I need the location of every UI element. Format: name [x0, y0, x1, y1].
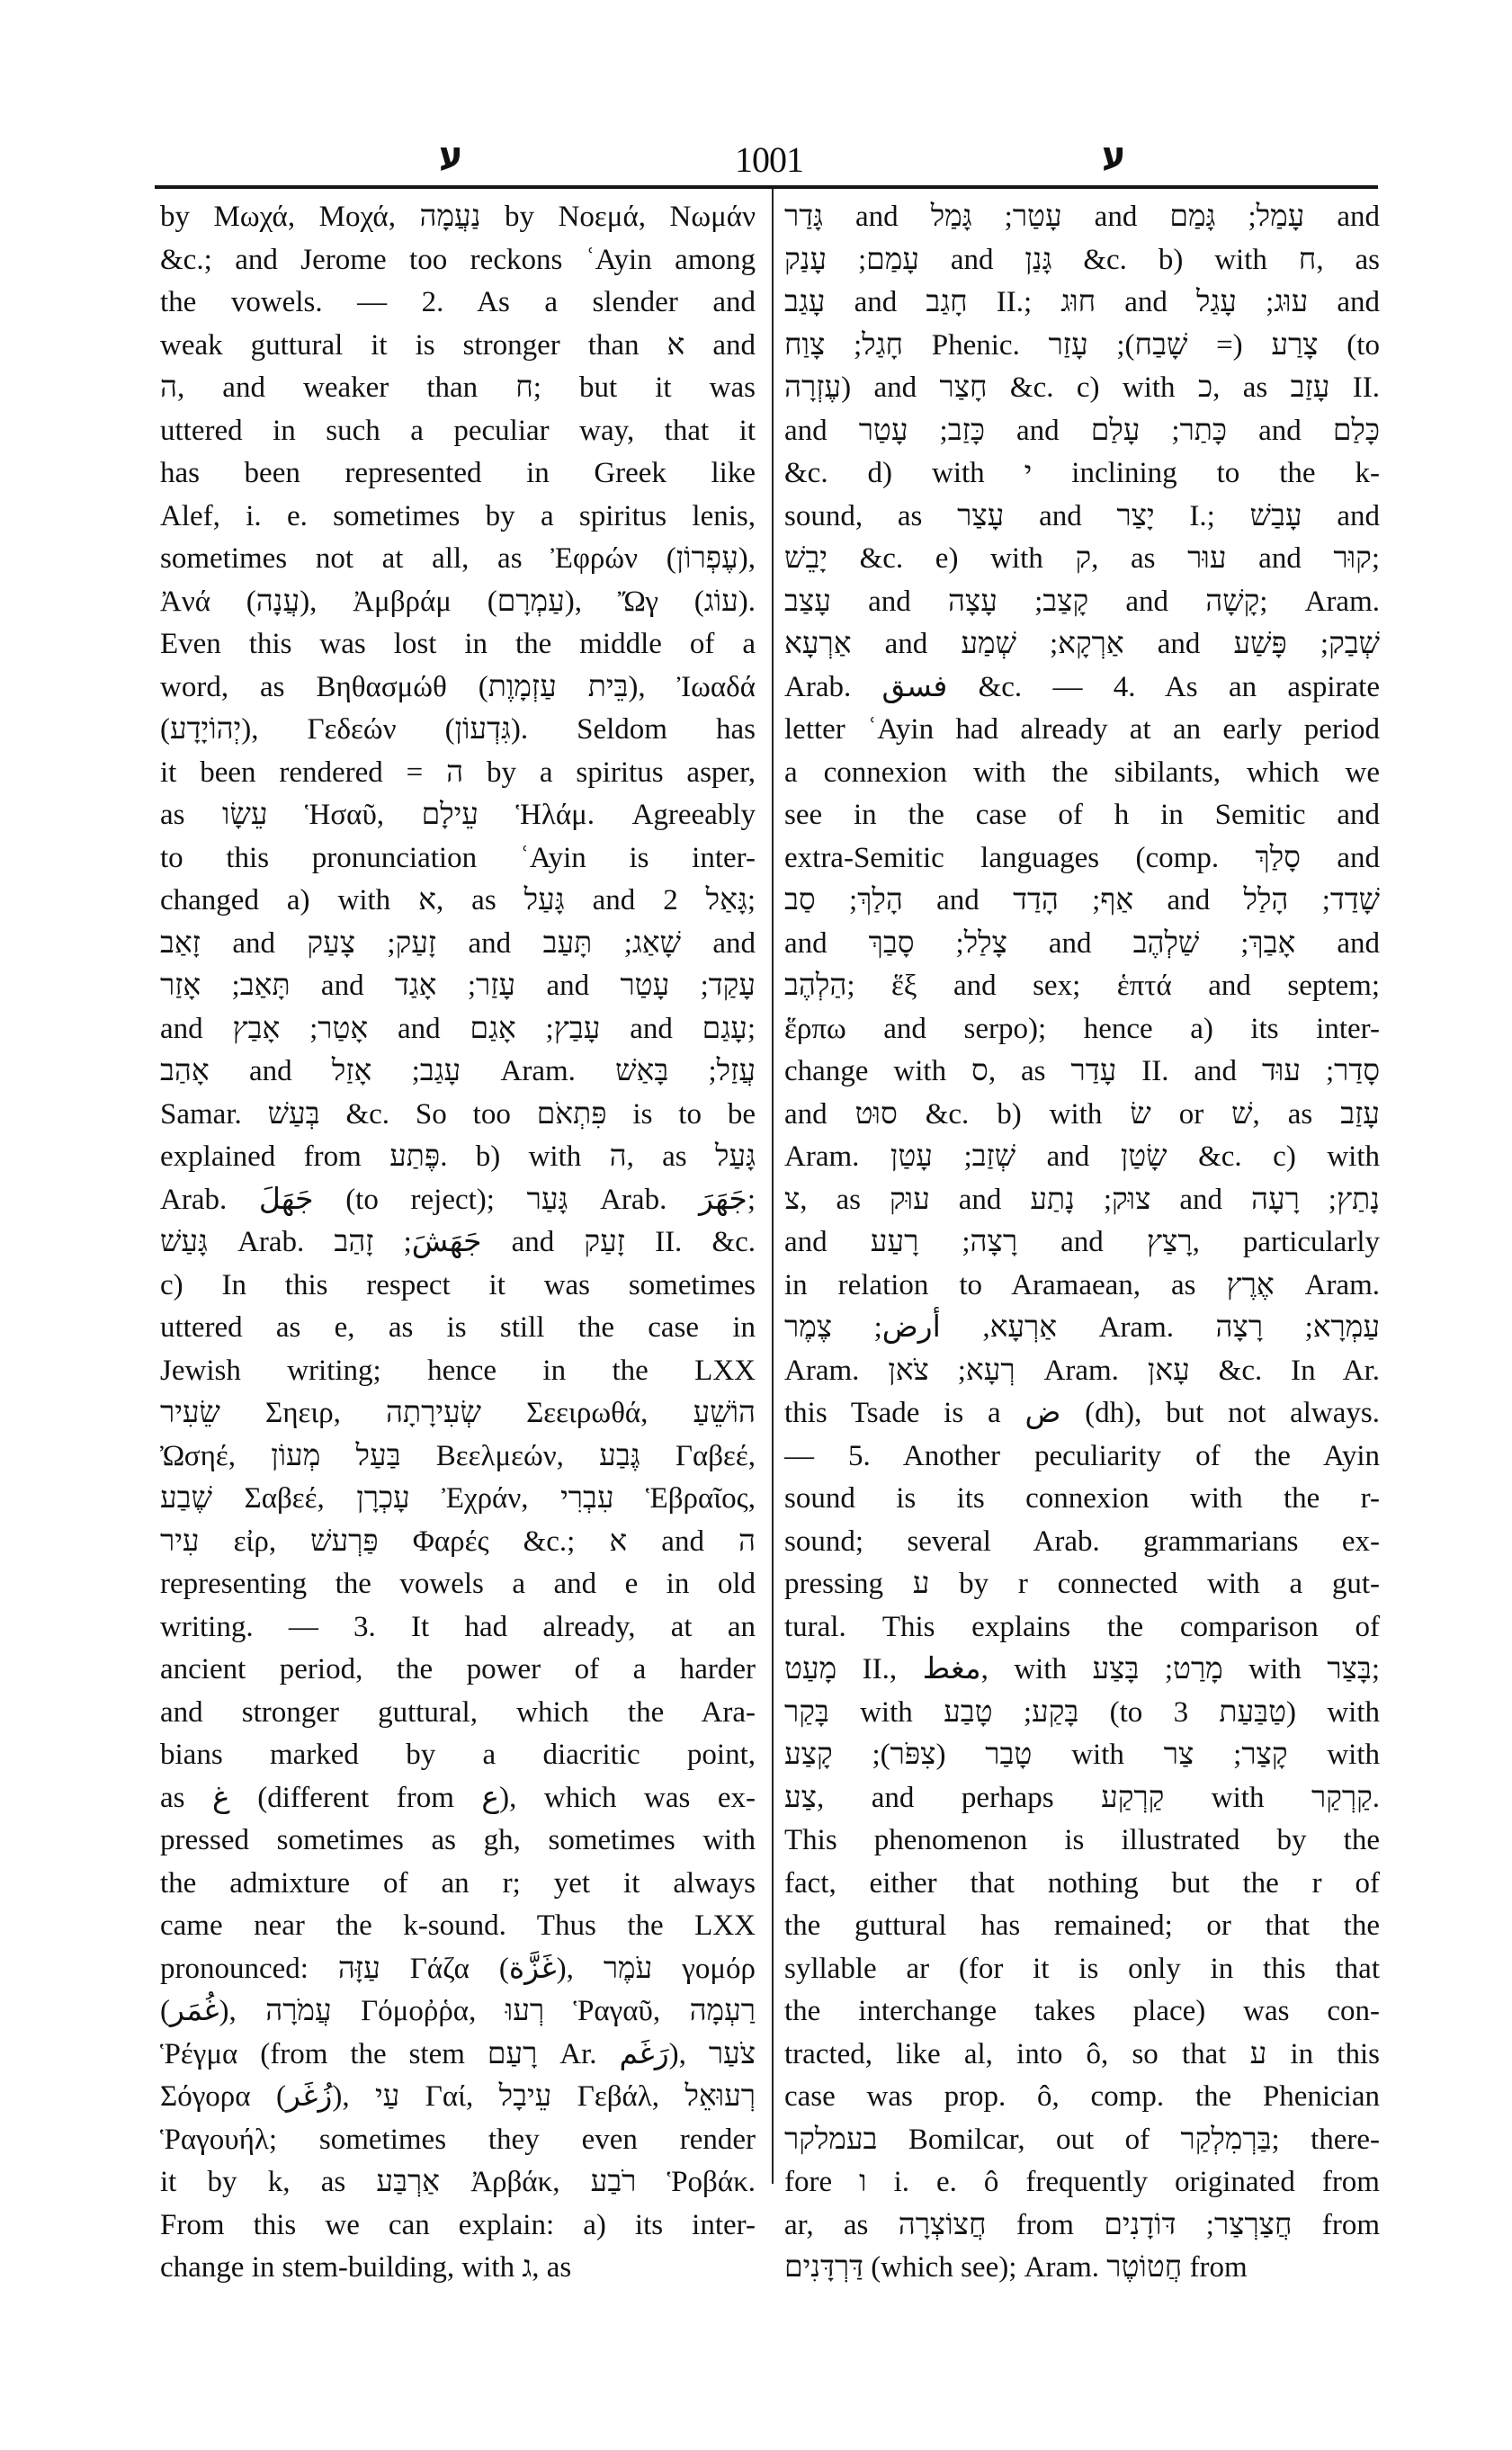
- text-line: extra-Semitic languages (comp. סָלַךְ and: [784, 841, 1380, 874]
- text-line: a connexion with the sibilants, which we: [784, 756, 1380, 789]
- text-line: אַרְעָא, أرض; צֶמֶר Aram. עַמְרָא; רָצָה: [784, 1311, 1380, 1344]
- text-line: עֶזְרָה) and חָצַר &c. c) with כ, as עָזַב II.: [784, 371, 1381, 404]
- text-line: syllable ar (for it is only in this that: [784, 1952, 1380, 1985]
- text-line: Ὠσηέ, בַּעַל מְעוֹן Βεελμεών, גֶּבַע Γαβεέ,: [160, 1439, 756, 1472]
- text-line: tural. This explains the comparison of: [784, 1610, 1380, 1643]
- text-line: and כָּזַב; עָטַר and כָּתַר; עָלַם and כָּלַם: [784, 414, 1380, 447]
- text-line: change with ס, as עָדַר II. and סָדַר; עוּד: [784, 1055, 1380, 1087]
- text-line: pressing ע by r connected with a gut-: [784, 1568, 1380, 1600]
- text-line: חָגַל; צָוַח Phenic. צָרַע (= שָׁבַח); עָזַר (to: [784, 328, 1380, 362]
- text-line: From this we can explain: a) its inter-: [160, 2208, 756, 2241]
- text-line: עָצַב and קָצַב; עָצָה and קָשָׁה; Aram.: [784, 585, 1380, 618]
- text-line: and צָלַל; סָבַךְ and אָבַךְ; שַׁלְהֶב and: [784, 926, 1380, 960]
- text-line: ה, and weaker than ח; but it was: [160, 371, 756, 404]
- text-line: בָּקַר with בָּקַע; טָבַע (to טַבַּעַת 3) with: [784, 1695, 1380, 1729]
- text-line: the guttural has remained; or that the: [784, 1909, 1380, 1942]
- text-line: עָגַב and חָגַב II.; חוּג and עוּג; עָגַל and: [784, 286, 1380, 318]
- text-line: the interchange takes place) was con-: [784, 1995, 1380, 2027]
- text-line: uttered as e, as is still the case in: [160, 1311, 756, 1344]
- text-line: &c.; and Jerome too reckons ʿAyin among: [160, 243, 756, 276]
- text-line: as غ (different from ع), which was ex-: [160, 1781, 756, 1814]
- text-line: as עֵשָׂו Ἡσαῦ, עֵילָם Ἡλάμ. Agreeably: [160, 799, 756, 831]
- text-line: Ῥέγμα (from the stem רָעַם Ar. رَغَم), צֹעַר: [160, 2037, 756, 2070]
- left-column: [160, 196, 756, 2290]
- text-line: came near the k-sound. Thus the LXX: [160, 1909, 756, 1942]
- head-letter-left: ע: [439, 135, 463, 176]
- column-divider: [772, 189, 774, 2184]
- text-line: Jewish writing; hence in the LXX: [160, 1354, 756, 1387]
- text-line: טָבַר (צִפֹּר); קָצַע with קָצַר; צַר with: [784, 1739, 1381, 1771]
- text-line: Alef, i. e. sometimes by a spiritus lenis,: [160, 499, 756, 532]
- text-line: representing the vowels a and e in old: [160, 1568, 756, 1600]
- text-line: sound is its connexion with the r-: [784, 1482, 1380, 1515]
- text-line: writing. — 3. It had already, at an: [160, 1610, 756, 1643]
- text-line: and stronger guttural, which the Ara-: [160, 1695, 756, 1729]
- text-line: הָלַךְ; סַב and אַף; הָדַד and שָׁדַד; הָלַל: [784, 884, 1380, 917]
- text-line: שֵׂעִיר Σηειρ, שְׂעִירָתָה Σεειρωθά, הוֹשֵׁעַ: [160, 1397, 756, 1429]
- text-line: c) In this respect it was sometimes: [160, 1268, 756, 1301]
- text-line: tracted, like al, into ô, so that ע in this: [784, 2037, 1380, 2070]
- text-line: תָּאַב; אָזַר and עָזַר; אָגַד and עָקַד; עָטַר: [160, 970, 756, 1002]
- text-line: הַלְהֶב; ἕξ and sex; ἑπτά and septem;: [784, 970, 1380, 1002]
- text-line: bians marked by a diacritic point,: [160, 1739, 756, 1771]
- page-number: 1001: [735, 139, 803, 180]
- head-letter-right: ע: [1102, 135, 1126, 176]
- text-line: גָּעַשׁ Arab. جَهَشَ; זָהַב and זָעַק II. &c.: [160, 1226, 756, 1258]
- text-line: Ἀνά (עֲנָה), Ἀμβράμ (עַמְרָם), Ὤγ (עוֹג).: [160, 585, 756, 618]
- text-line: pressed sometimes as gh, sometimes with: [160, 1824, 756, 1856]
- text-line: Arab. جَهَلَ (to reject); גָּעַר Arab. جَهَرَ;: [160, 1183, 756, 1216]
- text-line: Even this was lost in the middle of a: [160, 628, 756, 660]
- text-line: it by k, as אַרְבַּע Ἀρβάκ, רֹבַע Ῥοβάκ.: [160, 2166, 756, 2198]
- text-line: Aram. רְעָא; צֹאן Aram. עָאן &c. In Ar.: [784, 1354, 1381, 1387]
- text-line: Ῥαγουήλ; sometimes they even render: [160, 2123, 756, 2156]
- text-line: אָהַב and עָגַב; אָזַל Aram. עֲזַל; בָּאַשׁ: [160, 1055, 756, 1087]
- text-line: Σόγορα (زُغَر), עַי Γαί, עֵיבָל Γεβάλ, רְעוּאֵל: [160, 2080, 756, 2113]
- text-line: Aram. שְׁזַב; עָטַן and שָׂטַן &c. c) with: [784, 1140, 1381, 1173]
- text-line: and רָצָה; רָעַע and רָצַץ, particularly: [784, 1226, 1380, 1258]
- text-line: sound; several Arab. grammarians ex-: [784, 1525, 1380, 1558]
- text-line: יָבֵשׁ &c. e) with ק, as עוּר and קוּר;: [784, 542, 1380, 575]
- text-line: this Tsade is a ض (dh), but not always.: [784, 1397, 1380, 1429]
- text-line: explained from פֶּתַע. b) with ה, as גָּעַל: [160, 1140, 756, 1173]
- text-line: and אָטַר; אָבַץ and עָבַץ; אָגַם and עָגַם;: [160, 1012, 756, 1045]
- text-line: changed a) with א, as גָּעַל and גָּאַל 2;: [160, 884, 756, 917]
- text-line: בעמלקר Bomilcar, out of בַּרְמִלְקַר; there-: [784, 2123, 1381, 2156]
- text-line: see in the case of h in Semitic and: [784, 799, 1380, 831]
- right-column: [784, 196, 1380, 2290]
- text-line: the admixture of an r; yet it always: [160, 1866, 756, 1900]
- text-line: fore ו i. e. ô frequently originated from: [784, 2166, 1380, 2198]
- text-line: עִיר εἰρ, פַּרְעשׁ Φαρές &c.; א and ה: [160, 1525, 756, 1558]
- text-line: letter ʿAyin had already at an early period: [784, 713, 1380, 746]
- text-line: fact, either that nothing but the r of: [784, 1866, 1380, 1900]
- text-line: in relation to Aramaean, as אֶרֶץ Aram.: [784, 1268, 1381, 1301]
- text-line: ἕρπω and serpo); hence a) its inter-: [784, 1012, 1380, 1045]
- header-rule: [155, 185, 1378, 189]
- text-line: Arab. فسق &c. — 4. As an aspirate: [784, 670, 1381, 703]
- text-line: דַּרְדָּנִים (which see); Aram. חֲטוֹטֶר from: [784, 2251, 1248, 2284]
- text-line: pronounced: עַזָּה Γάζα (غَزَّة), עֹמֶר γομόρ: [160, 1952, 756, 1985]
- text-line: — 5. Another peculiarity of the Ayin: [784, 1439, 1380, 1472]
- text-line: This phenomenon is illustrated by the: [784, 1824, 1380, 1856]
- text-line: it been rendered = ה by a spiritus asper,: [160, 756, 756, 789]
- text-line: גָּדַר and עָטַר; גָּמַל and עָמַל; גָּמַם and: [784, 201, 1380, 233]
- text-line: צ, as עוּק and צוּק; נָתַע and נָתַץ; רָעָה: [784, 1183, 1381, 1216]
- text-line: (غُمَر), עֲמֹרָה Γόμοῤῥα, רְעוּ Ῥαγαῦ, רַעְמָה: [160, 1995, 756, 2027]
- text-line: עָמַם; עָנַק and גָּנַן &c. b) with ח, as: [784, 243, 1380, 276]
- text-line: (יְהוֹיָדָע), Γεδεών (גִּדְעוֹן). Seldom has: [160, 713, 756, 746]
- text-line: by Μωχά, Μοχά, נַעֲמָה by Νοεμά, Νωμάν: [160, 201, 756, 233]
- text-line: שֶׁבַע Σαβεέ, עָכְרָן Ἐχράν, עִבְרִי Ἑβραῖος,: [160, 1482, 756, 1515]
- text-line: has been represented in Greek like: [160, 457, 756, 489]
- text-line: sound, as עָצַר and יָצַר I.; עָבַשׁ and: [784, 499, 1380, 532]
- running-head: [153, 135, 1385, 189]
- text-line: Samar. בְּעַשׁ &c. So too פִּתְאֹם is to be: [160, 1097, 756, 1131]
- text-line: the vowels. — 2. As a slender and: [160, 286, 756, 318]
- text-line: uttered in such a peculiar way, that it: [160, 414, 756, 447]
- text-line: change in stem-building, with ג, as: [160, 2251, 572, 2284]
- text-line: and סוּט &c. b) with שׂ or שׁ, as עָזַב: [784, 1097, 1380, 1131]
- text-line: אַרְעָא and אַרְקָא; שְׁמַע and שְׁבַק; פָּשַׁע: [784, 628, 1381, 660]
- text-line: sometimes not at all, as Ἐφρών (עֶפְרוֹן),: [160, 542, 756, 575]
- text-line: זָאַב and זָעַק; צָעַק and שָׁאַג; תָּעַב and: [160, 926, 756, 960]
- text-line: word, as Βηθασμώθ (בֵּית עַזְמָוֶת), Ἰωαδά: [160, 670, 756, 703]
- text-line: צַע, and perhaps קַרְקַע with קַרְקַר.: [784, 1781, 1380, 1814]
- text-line: &c. d) with י inclining to the k-: [784, 457, 1380, 489]
- text-line: case was prop. ô, comp. the Phenician: [784, 2080, 1380, 2113]
- text-line: weak guttural it is stronger than א and: [160, 328, 756, 362]
- text-line: מָעַט II., مغط, with מָרַט; בָּצַע with בָּצַר;: [784, 1653, 1380, 1685]
- text-line: ar, as חֲצוֹצְרָה from חֲצַרְצַר; דּוֹדָנִים from: [784, 2208, 1380, 2241]
- text-line: to this pronunciation ʿAyin is inter-: [160, 841, 756, 874]
- text-line: ancient period, the power of a harder: [160, 1653, 756, 1685]
